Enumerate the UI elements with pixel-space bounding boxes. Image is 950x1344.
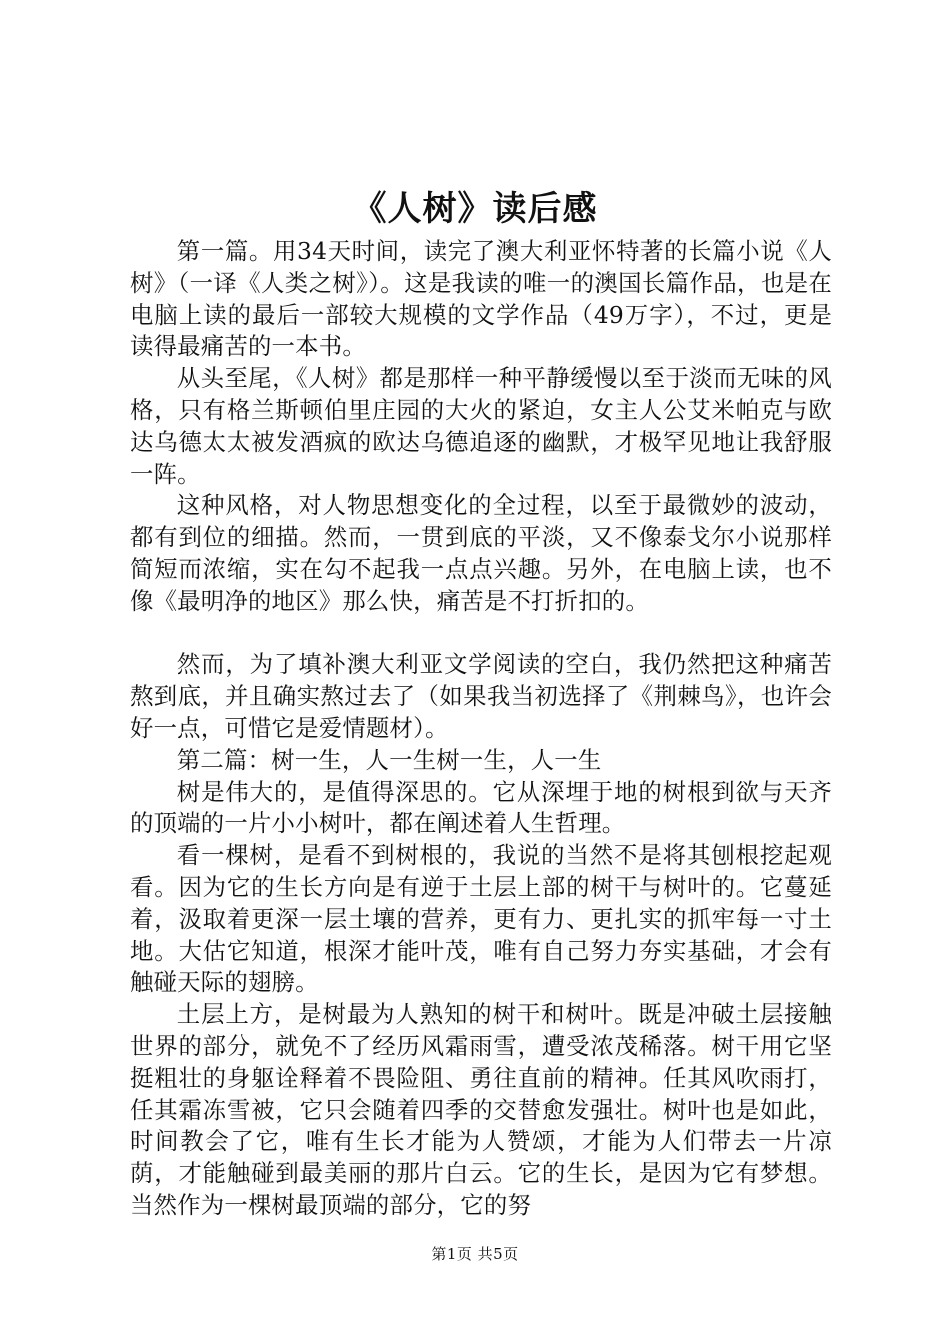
- paragraph: 从头至尾，《人树》都是那样一种平静缓慢以至于淡而无味的风格，只有格兰斯顿伯里庄园的大火的紧迫，女主人公艾米帕克与欧达乌德太太被发酒疯的欧达乌德追逐的幽默，才极罕见地让我舒服一阵。: [130, 364, 832, 488]
- paragraph: 这种风格，对人物思想变化的全过程，以至于最微妙的波动，都有到位的细描。然而，一贯到底的平淡，又不像泰戈尔小说那样简短而浓缩，实在勾不起我一点点兴趣。另外，在电脑上读，也不像《最明净的地区》那么快，痛苦是不打折扣的。: [130, 491, 832, 615]
- paragraph: 树是伟大的，是值得深思的。它从深埋于地的树根到欲与天齐的顶端的一片小小树叶，都在阐述着人生哲理。: [130, 777, 832, 838]
- paragraph: 土层上方，是树最为人熟知的树干和树叶。既是冲破土层接触世界的部分，就免不了经历风霜雨雪，遭受浓茂稀落。树干用它坚挺粗壮的身躯诠释着不畏险阻、勇往直前的精神。任其风吹雨打，任其霜冻雪被，它只会随着四季的交替愈发强壮。树叶也是如此，时间教会了它，唯有生长才能为人赞颂，才能为人们带去一片凉荫，才能触碰到最美丽的那片白云。它的生长，是因为它有梦想。当然作为一棵树最顶端的部分，它的努: [130, 1000, 832, 1219]
- page-footer: 第1页 共5页: [431, 1245, 519, 1263]
- paragraph: 第一篇。用34天时间，读完了澳大利亚怀特著的长篇小说《人树》（一译《人类之树》）。这是我读的唯一的澳国长篇作品，也是在电脑上读的最后一部较大规模的文学作品（49万字），不过，更是读得最痛苦的一本书。: [130, 237, 832, 361]
- document-title: 《人树》读后感: [352, 189, 598, 229]
- paragraph: 然而，为了填补澳大利亚文学阅读的空白，我仍然把这种痛苦熬到底，并且确实熬过去了（如果我当初选择了《荆棘鸟》，也许会好一点，可惜它是爱情题材）。: [130, 650, 832, 742]
- document-body: [130, 236, 832, 1222]
- paragraph: 看一棵树，是看不到树根的，我说的当然不是将其刨根挖起观看。因为它的生长方向是有逆于土层上部的树干与树叶的。它蔓延着，汲取着更深一层土壤的营养，更有力、更扎实的抓牢每一寸土地。大估它知道，根深才能叶茂，唯有自己努力夯实基础，才会有触碰天际的翅膀。: [130, 841, 832, 997]
- section-heading: 第二篇：树一生，人一生树一生，人一生: [176, 745, 602, 774]
